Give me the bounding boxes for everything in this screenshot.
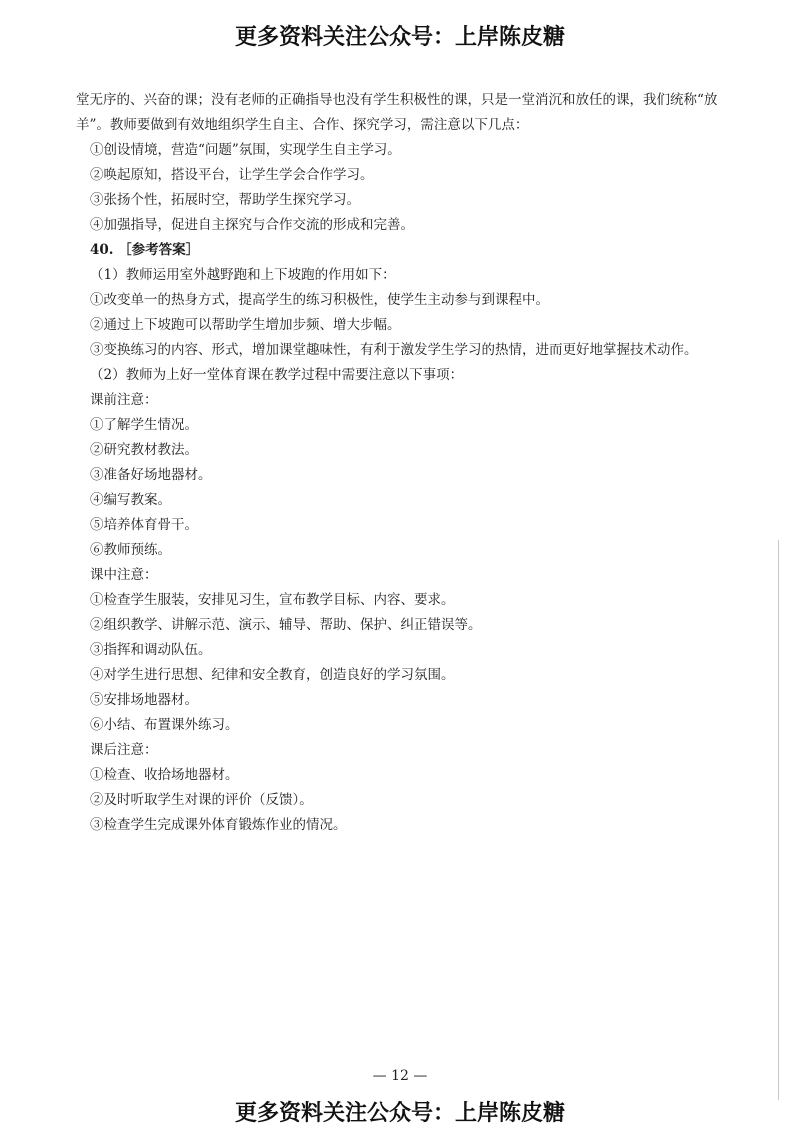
after-class-item: ①检查、收拾场地器材。 [90, 767, 239, 783]
during-class-item: ⑥小结、布置课外练习。 [90, 717, 239, 733]
document-body [76, 88, 736, 838]
during-class-item: ⑤安排场地器材。 [90, 692, 198, 708]
after-class-item: ②及时听取学生对课的评价（反馈）。 [90, 792, 313, 808]
before-class-item: ④编写教案。 [90, 492, 171, 508]
before-class-item: ③准备好场地器材。 [90, 467, 212, 483]
part1-item: ③变换练习的内容、形式，增加课堂趣味性，有利于激发学生学习的热情，进而更好地掌握技术动作。 [90, 342, 698, 358]
page-number: — 12 — [372, 1068, 428, 1084]
part1-title: （1）教师运用室外越野跑和上下坡跑的作用如下： [90, 267, 396, 283]
part1-item: ①改变单一的热身方式，提高学生的练习积极性，使学生主动参与到课程中。 [90, 292, 549, 308]
before-class-title: 课前注意： [90, 392, 158, 408]
before-class-item: ②研究教材教法。 [90, 442, 198, 458]
before-class-item: ⑤培养体育骨干。 [90, 517, 198, 533]
intro-paragraph: 堂无序的、兴奋的课；没有老师的正确指导也没有学生积极性的课，只是一堂消沉和放任的课，我们统称“放羊”。教师要做到有效地组织学生自主、合作、探究学习，需注意以下几点： [76, 92, 718, 133]
footer-banner: 更多资料关注公众号：上岸陈皮糖 [234, 1101, 565, 1126]
during-class-title: 课中注意： [90, 567, 158, 583]
during-class-item: ③指挥和调动队伍。 [90, 642, 212, 658]
header-banner: 更多资料关注公众号：上岸陈皮糖 [234, 25, 565, 50]
during-class-item: ①检查学生服装，安排见习生，宣布教学目标、内容、要求。 [90, 592, 455, 608]
before-class-item: ⑥教师预练。 [90, 542, 171, 558]
during-class-item: ②组织教学、讲解示范、演示、辅导、帮助、保护、纠正错误等。 [90, 617, 482, 633]
before-class-item: ①了解学生情况。 [90, 417, 198, 433]
during-class-item: ④对学生进行思想、纪律和安全教育，创造良好的学习氛围。 [90, 667, 455, 683]
intro-item: ①创设情境，营造“问题”氛围，实现学生自主学习。 [90, 142, 401, 158]
after-class-title: 课后注意： [90, 742, 158, 758]
scan-edge-line [778, 540, 779, 1100]
part1-item: ②通过上下坡跑可以帮助学生增加步频、增大步幅。 [90, 317, 401, 333]
intro-item: ③张扬个性，拓展时空，帮助学生探究学习。 [90, 192, 360, 208]
part2-title: （2）教师为上好一堂体育课在教学过程中需要注意以下事项： [90, 367, 464, 383]
question-40-heading: 40. ［参考答案］ [90, 242, 200, 258]
intro-item: ②唤起原知，搭设平台，让学生学会合作学习。 [90, 167, 374, 183]
after-class-item: ③检查学生完成课外体育锻炼作业的情况。 [90, 817, 347, 833]
intro-item: ④加强指导，促进自主探究与合作交流的形成和完善。 [90, 217, 414, 233]
